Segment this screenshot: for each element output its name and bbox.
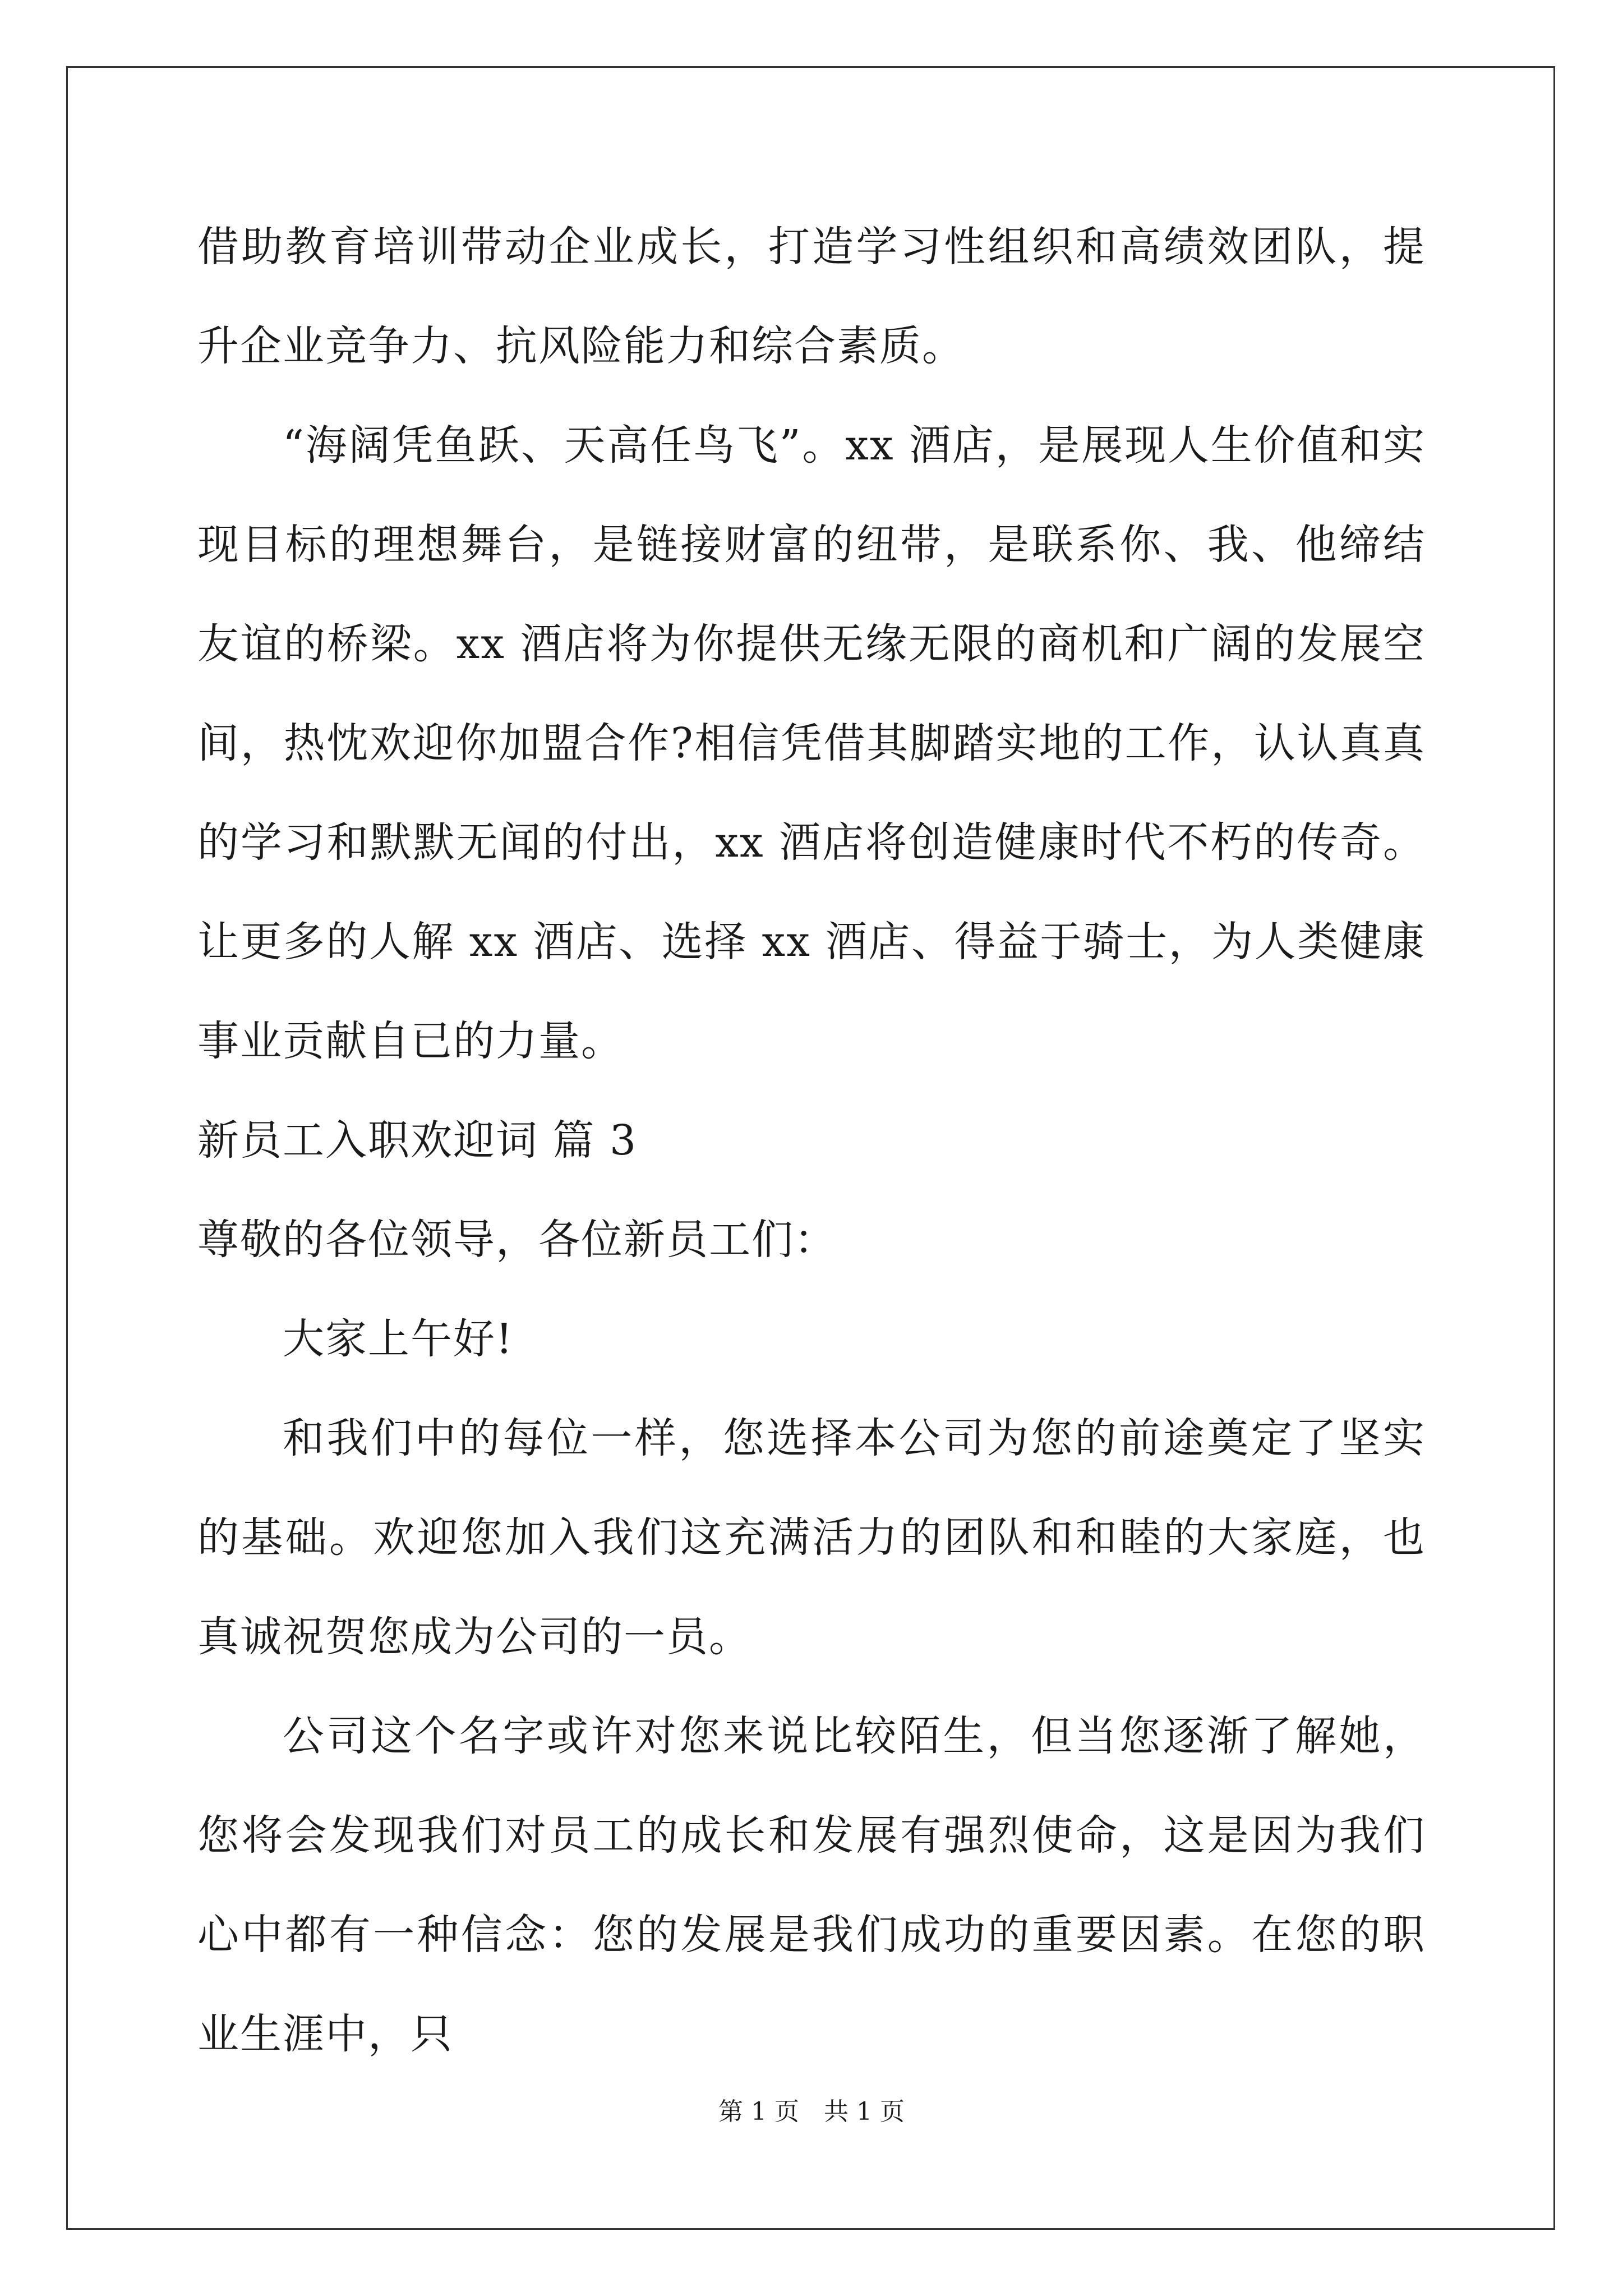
paragraph-3: 和我们中的每位一样，您选择本公司为您的前途奠定了坚实的基础。欢迎您加入我们这充满活力的团队和和睦的大家庭，也真诚祝贺您成为公司的一员。 xyxy=(197,1414,1426,1661)
greeting: 大家上午好! xyxy=(283,1315,514,1363)
document-body xyxy=(197,197,1426,2084)
paragraph-1: 借助教育培训带动企业成长，打造学习性组织和高绩效团队，提升企业竞争力、抗风险能力和综合素质。 xyxy=(197,223,1426,370)
section-heading: 新员工入职欢迎词 篇 3 xyxy=(197,1116,638,1165)
paragraph-4: 公司这个名字或许对您来说比较陌生，但当您逐渐了解她，您将会发现我们对员工的成长和发展有强烈使命，这是因为我们心中都有一种信念：您的发展是我们成功的重要因素。在您的职业生涯中，只 xyxy=(197,1712,1426,2058)
salutation: 尊敬的各位领导，各位新员工们： xyxy=(197,1216,837,1264)
page-footer: 第 1 页 共 1 页 xyxy=(718,2097,905,2126)
paragraph-2: “海阔凭鱼跃、天高任鸟飞”。xx 酒店，是展现人生价值和实现目标的理想舞台，是链接财富的纽带，是联系你、我、他缔结友谊的桥梁。xx 酒店将为你提供无缘无限的商机和广阔的发展空间，热忱欢迎你加盟合作?相信凭借其脚踏实地的工作，认认真真的学习和默默无闻的付出，xx 酒店将创造健康时代不朽的传奇。让更多的人解 xx 酒店、选择 xx 酒店、得益于骑士，为人类健康事业贡献自已的力量。 xyxy=(197,421,1426,1065)
